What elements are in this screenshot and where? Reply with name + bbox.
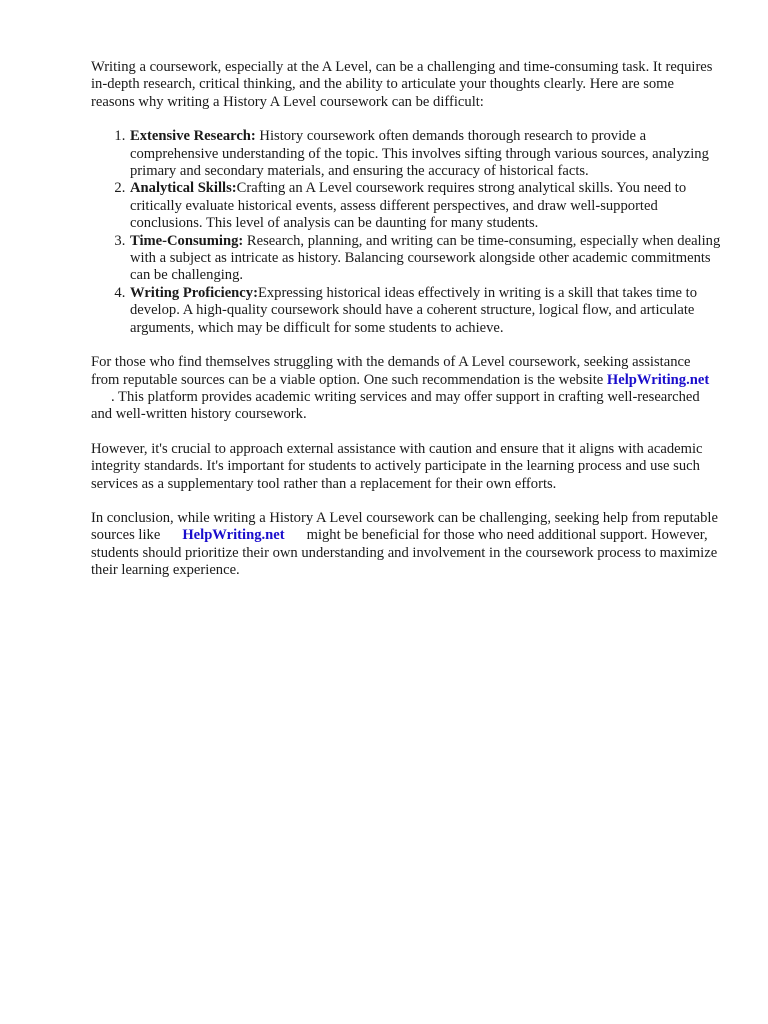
recommendation-text-after: . This platform provides academic writing services and may offer support in crafting well-researched and well-written history coursework. [91,388,700,423]
conclusion-text-after: might be beneficial for those who need additional support. However, students should prioritize their own understanding and involvement in the coursework process to maximize their learning experience. [91,527,718,579]
list-item-text: Expressing historical ideas effectively in writing is a skill that takes time to develop. A high-quality coursework should have a coherent structure, logical flow, and articulate arguments, which may be difficult for some students to achieve. [130,284,698,336]
conclusion-text-before: In conclusion, while writing a History A Level coursework can be challenging, seeking help from reputable sources like [91,509,718,544]
helpwriting-link[interactable]: HelpWriting.net [606,371,710,388]
document-page [91,59,721,597]
list-item-term: Extensive Research: [130,128,256,145]
list-item-text: Research, planning, and writing can be time-consuming, especially when dealing with a subject as intricate as history. Balancing coursework alongside other academic commitments can be challenging. [130,232,721,284]
conclusion-paragraph [91,510,721,580]
list-item-text: History coursework often demands thorough research to provide a comprehensive understanding of the topic. This involves sifting through various sources, analyzing primary and secondary materials, and ensuring the accuracy of historical facts. [130,128,709,180]
list-item-term: Time-Consuming: [130,232,244,249]
helpwriting-link[interactable]: HelpWriting.net [182,527,285,544]
recommendation-paragraph [91,354,721,424]
list-item [129,233,721,285]
list-item [129,180,721,232]
caution-paragraph: However, it's crucial to approach external assistance with caution and ensure that it aligns with academic integrity standards. It's important for students to actively participate in the learning process and use such services as a supplementary tool rather than a replacement for their own efforts. [91,440,703,492]
list-item-term: Writing Proficiency: [130,284,258,301]
list-item [129,285,721,337]
list-item [129,128,721,180]
list-item-term: Analytical Skills: [130,180,237,197]
list-item-text: Crafting an A Level coursework requires strong analytical skills. You need to critically evaluate historical events, assess different perspectives, and draw well-supported conclusions. This level of analysis can be daunting for many students. [130,180,687,232]
intro-paragraph: Writing a coursework, especially at the A Level, can be a challenging and time-consuming task. It requires in-depth research, critical thinking, and the ability to articulate your thoughts clearly. Here are some reasons why writing a History A Level coursework can be difficult: [91,59,713,110]
recommendation-text-before: For those who find themselves struggling with the demands of A Level coursework, seeking assistance from reputable sources can be a viable option. One such recommendation is the website [91,354,691,388]
reasons-list [91,128,721,337]
